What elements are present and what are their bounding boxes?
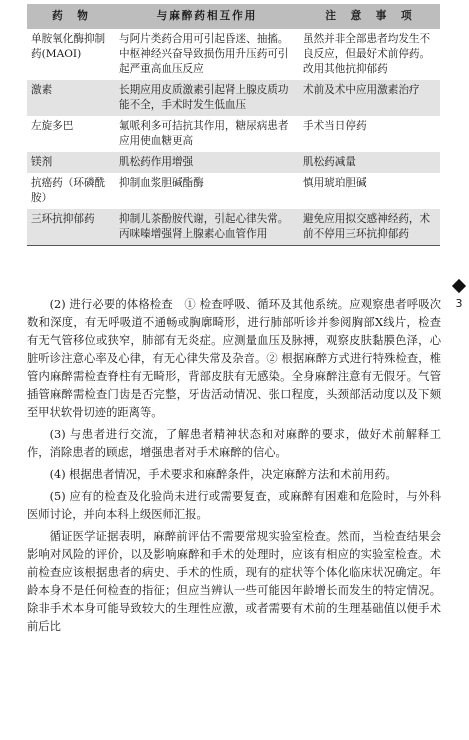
table-body [27,29,440,246]
cell-drug: 激素 [27,80,115,116]
header-drug: 药 物 [27,4,115,29]
cell-drug: 单胺氧化酶抑制药(MAOI) [31,33,106,60]
cell-notes: 肌松药减量 [299,152,440,173]
table-row [27,29,440,80]
header-notes: 注 意 事 项 [299,4,440,29]
table-row [27,116,440,152]
diamond-icon [452,279,466,293]
header-interaction: 与麻醉药相互作用 [115,4,299,29]
cell-drug: 抗癌药（环磷酰胺） [31,177,106,204]
cell-drug: 镁剂 [27,152,115,173]
table-row [27,209,440,246]
drug-interaction-table-wrapper [27,4,440,246]
cell-interaction: 肌松药作用增强 [115,152,299,173]
paragraph: (4) 根据患者情况，手术要求和麻醉条件，决定麻醉方法和术前用药。 [49,468,397,481]
body-text [27,296,441,640]
paragraph: (5) 应有的检查及化验尚未进行或需要复查，或麻醉有困难和危险时，与外科医师讨论，并向本科上级医师汇报。 [27,490,441,521]
table-row [27,152,440,173]
paragraph: (2) 进行必要的体格检查 ① 检查呼吸、循环及其他系统。应观察患者呼吸次数和深度，有无呼吸道不通畅或胸廓畸形，进行肺部听诊并参阅胸部X线片，检查有无气管移位或狭窄，肺部有无炎症。应测量血压及脉搏，观察皮肤黏膜色泽，心脏听诊注意心率及心律，有无心律失常及杂音。② 根据麻醉方式进行特殊检查，椎管内麻醉需检查脊柱有无畸形，背部皮肤有无感染。全身麻醉注意有无假牙。气管插管麻醉需检查门齿是否完整，牙齿活动情况、张口程度，头颈部活动度以及下颏至甲状软骨切迹的距离等。 [27,298,441,419]
cell-notes: 术前及术中应用激素治疗 [299,80,440,116]
paragraph: (3) 与患者进行交流，了解患者精神状态和对麻醉的要求，做好术前解释工作，消除患者的顾虑，增强患者对手术麻醉的信心。 [27,428,441,459]
cell-interaction: 抑制血浆胆碱酯酶 [119,177,204,189]
paragraph: 循证医学证据表明，麻醉前评估不需要常规实验室检查。然而，当检查结果会影响对风险的评价，以及影响麻醉和手术的处理时，应该有相应的实验室检查。术前检查应该根据患者的病史、手术的性质，现有的症状等个体化临床状况确定。年龄本身不是任何检查的指征；但应当辨认一些可能因年龄增长而发生的特定情况。除非手术本身可能导致较大的生理性应激，或者需要有术前的生理基础值以便手术前后比 [27,530,441,633]
table-row [27,80,440,116]
cell-interaction: 与阿片类药合用可引起昏迷、抽搐。中枢神经兴奋导致损伤用升压药可引起严重高血压反应 [119,33,289,75]
cell-drug: 左旋多巴 [31,120,74,132]
cell-notes: 虽然并非全部患者均发生不良反应，但最好术前停药。改用其他抗抑郁药 [303,33,431,75]
table-header-row [27,4,440,29]
cell-drug: 三环抗抑郁药 [27,209,115,246]
cell-notes: 慎用琥珀胆碱 [303,177,367,189]
table-header [27,4,440,29]
cell-interaction: 抑制儿茶酚胺代谢，引起心律失常。丙咪嗪增强肾上腺素心血管作用 [115,209,299,246]
cell-notes: 手术当日停药 [303,120,367,132]
cell-notes: 避免应用拟交感神经药，术前不停用三环抗抑郁药 [299,209,440,246]
table-row [27,173,440,209]
page-marker [452,281,466,310]
drug-interaction-table [27,4,440,246]
page-number: 3 [455,297,463,310]
cell-interaction: 长期应用皮质激素引起肾上腺皮质功能不全，手术时发生低血压 [115,80,299,116]
cell-interaction: 氟哌利多可拮抗其作用，糖尿病患者应用使血糖更高 [119,120,289,147]
